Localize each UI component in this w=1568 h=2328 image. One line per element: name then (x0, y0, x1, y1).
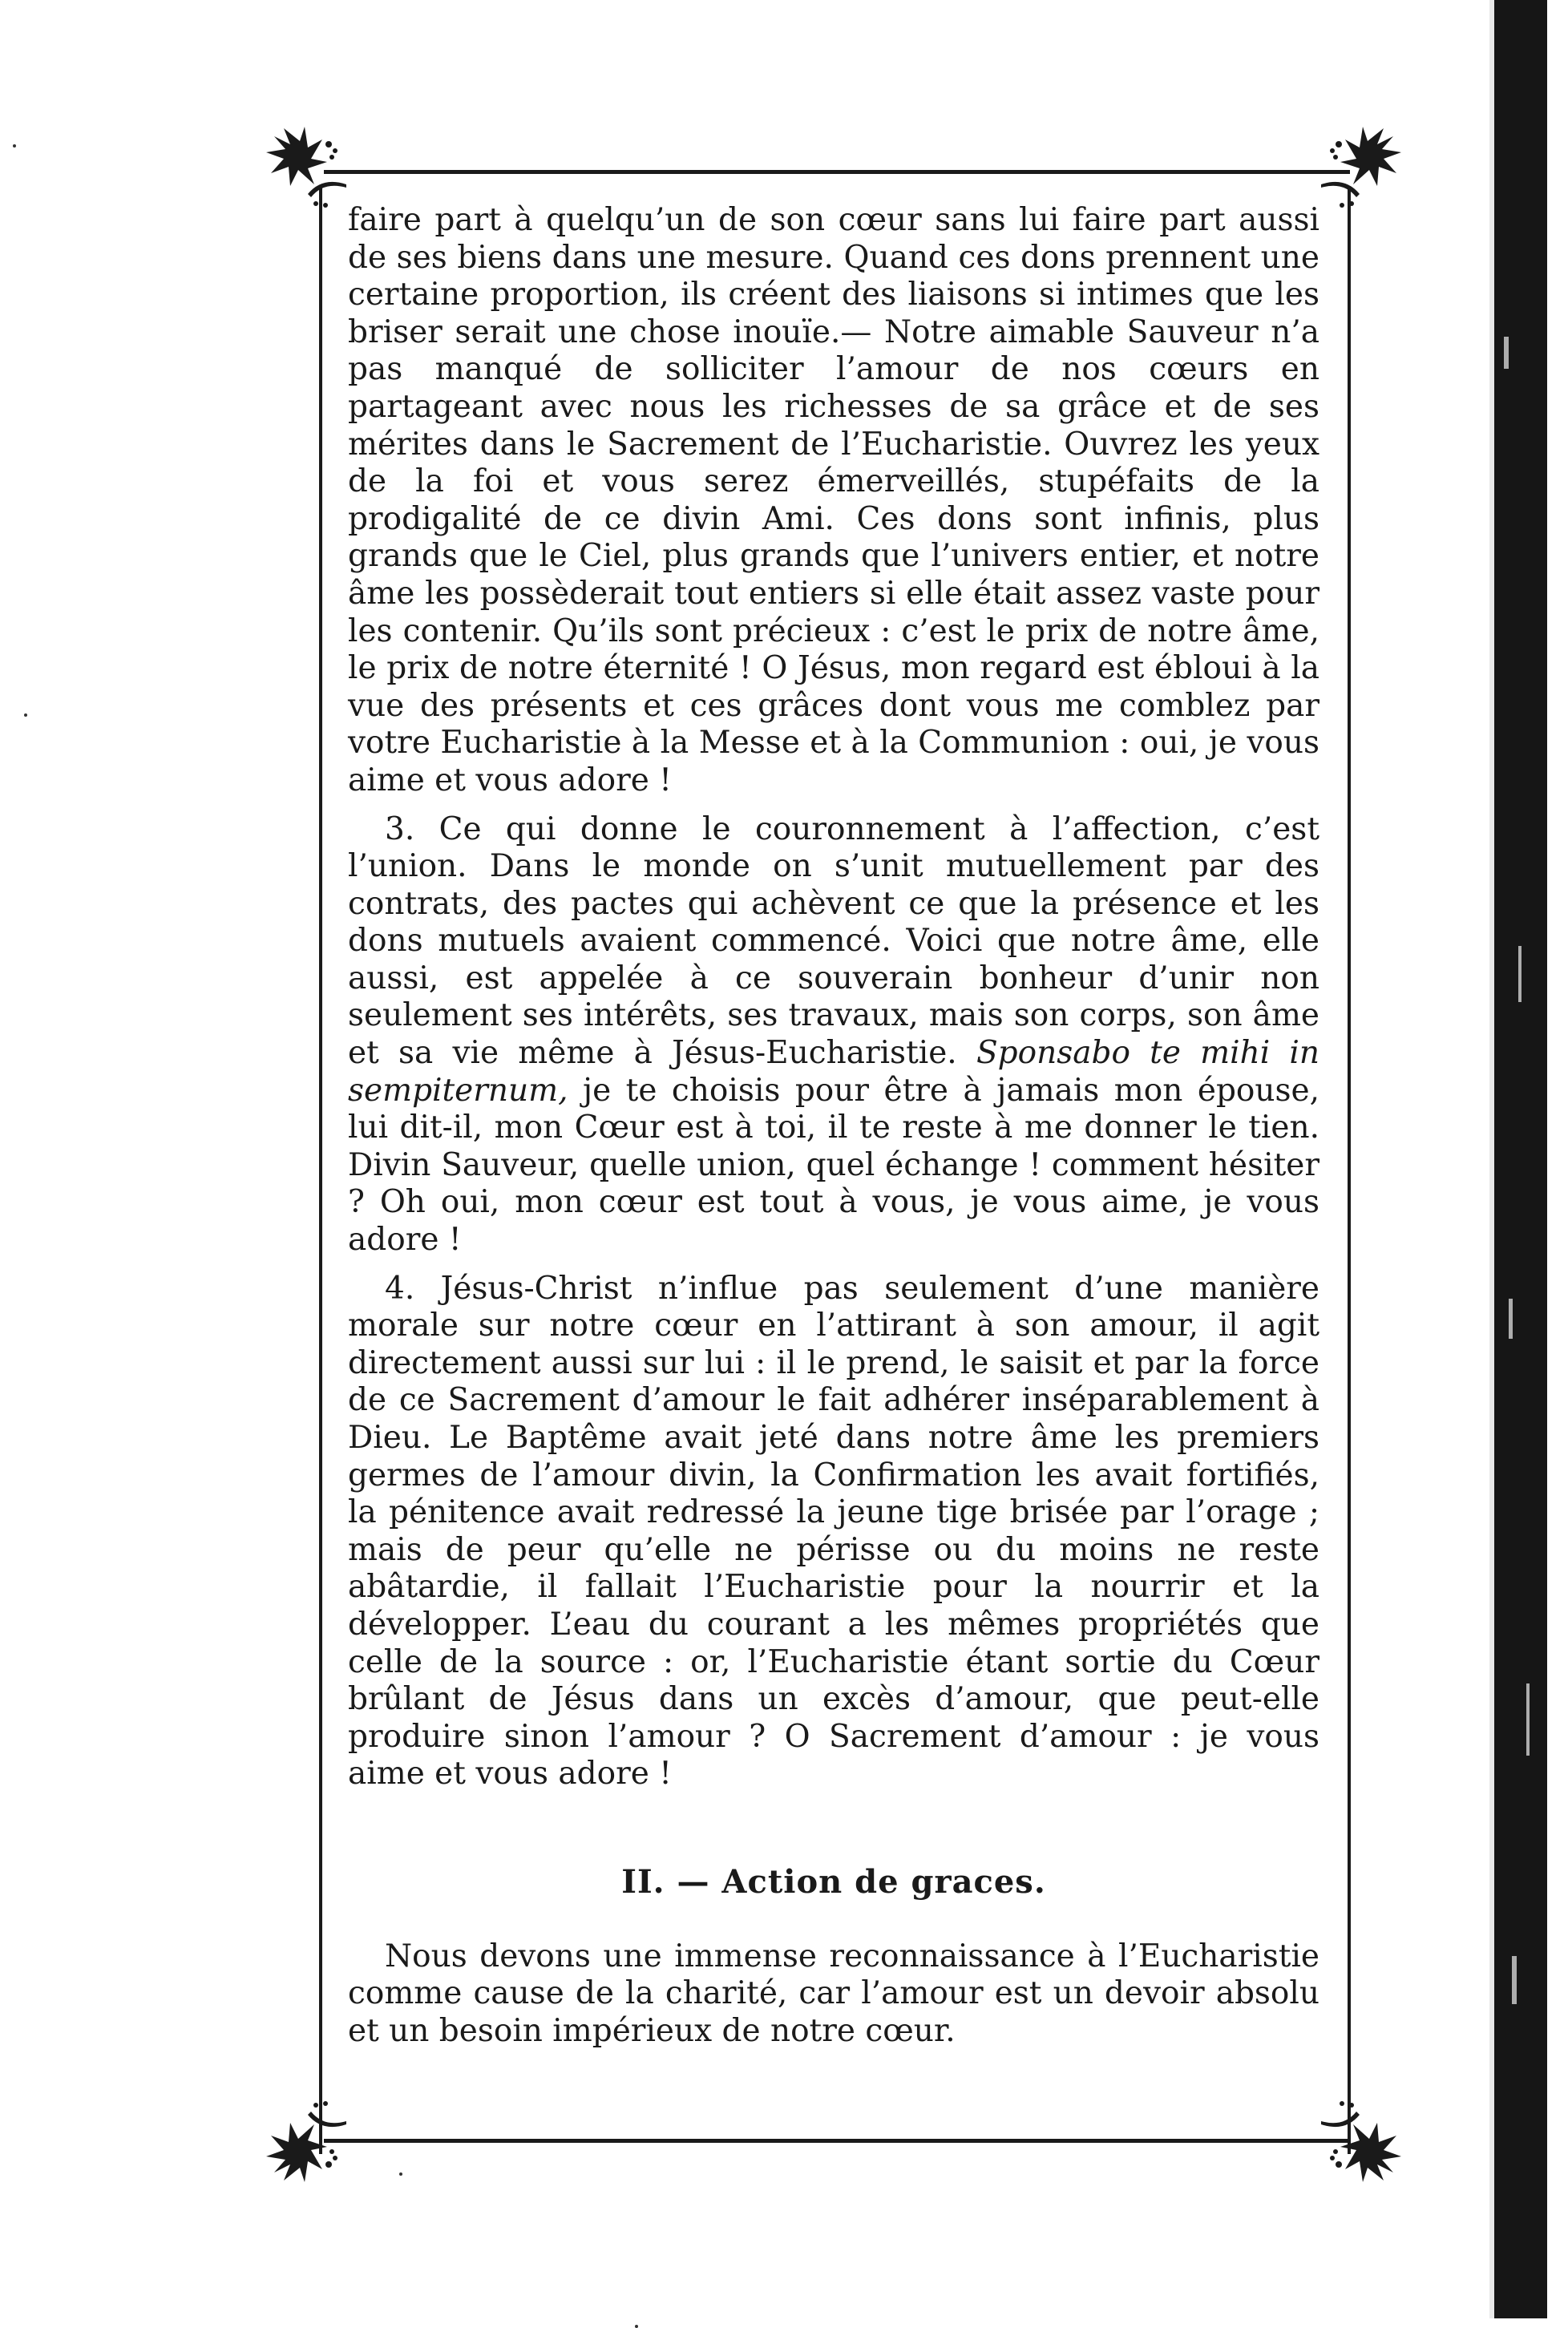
frame-top-rule (324, 170, 1350, 174)
scan-speck (13, 144, 16, 148)
spine-speck (1512, 1956, 1517, 2004)
paragraph-3-text: 3. Ce qui donne le couronnement à l’affection, c’est l’union. Dans le monde on s’unit mutuellement par des contrats, des pactes qui achèvent ce que la présence et les dons mutuels avaient commencé. Voici que notre âme, elle aussi, est appelée à ce souverain bonheur d’unir non seulement ses intérêts, ses travaux, mais son corps, son âme et sa vie même à Jésus-Eucharistie. (348, 810, 1319, 1072)
latin-quote: Sponsabo te mihi in sempiternum, (348, 1035, 1319, 1109)
spine-speck (1509, 1299, 1513, 1339)
page-text-block (348, 202, 1319, 2050)
vine-leaf-ornament-icon (258, 120, 362, 216)
paragraph-3-continuation: je te choisis pour être à jamais mon épouse, lui dit-il, mon Cœur est à toi, il te reste à me donner le tien. Divin Sauveur, quelle union, quel échange ! comment hésiter ? Oh oui, mon cœur est tout à vous, je vous aime, je vous adore ! (348, 1072, 1319, 1259)
scan-speck (399, 2172, 402, 2176)
spine-speck (1526, 1683, 1530, 1756)
vine-leaf-ornament-icon (1305, 2092, 1409, 2189)
frame-bottom-rule (324, 2139, 1350, 2143)
section-heading: II. — Action de graces. (621, 1862, 1046, 1901)
paragraph-continuation: faire part à quelqu’un de son cœur sans lui faire part aussi de ses biens dans une mesure. Quand ces dons prennent une certaine proportion, ils créent des liaisons si intimes que les briser serait une chose inouïe.— Notre aimable Sauveur n’a pas manqué de solliciter l’amour de nos cœurs en partageant avec nous les richesses de sa grâce et de ses mérites dans le Sacrement de l’Eucharistie. Ouvrez les yeux de la foi et vous serez émerveillés, stupéfaits de la prodigalité de ce divin Ami. Ces dons sont infinis, plus grands que le Ciel, plus grands que l’univers entier, et notre âme les possèderait tout entiers si elle était assez vaste pour les contenir. Qu’ils sont précieux : c’est le prix de notre âme, le prix de notre éternité ! O Jésus, mon regard est ébloui à la vue des présents et ces grâces dont vous me comblez par votre Eucharistie à la Messe et à la Communion : oui, je vous aime et vous adore ! (348, 202, 1319, 798)
paragraph-4: 4. Jésus-Christ n’influe pas seulement d’une manière morale sur notre cœur en l’attirant à son amour, il agit directement aussi sur lui : il le prend, le saisit et par la force de ce Sacrement d’amour le fait adhérer inséparablement à Dieu. Le Baptême avait jeté dans notre âme les premiers germes de l’amour divin, la Confirmation les avait fortifiés, la pénitence avait redressé la jeune tige brisée par l’orage ; mais de peur qu’elle ne périsse ou du moins ne reste abâtardie, il fallait l’Eucharistie pour la nourrir et la développer. L’eau du courant a les mêmes propriétés que celle de la source : or, l’Eucharistie étant sortie du Cœur brûlant de Jésus dans un excès d’amour, que peut-elle produire sinon l’amour ? O Sacrement d’amour : je vous aime et vous adore ! (348, 1270, 1319, 1792)
paragraph-3 (348, 811, 1319, 1259)
frame-right-rule (1348, 186, 1351, 2154)
scan-speck (24, 713, 27, 717)
frame-left-rule (319, 186, 322, 2154)
vine-leaf-ornament-icon (258, 2092, 362, 2189)
vine-leaf-ornament-icon (1305, 120, 1409, 216)
page-spine (1494, 0, 1547, 2318)
spine-speck (1504, 337, 1509, 369)
spine-speck (1518, 946, 1522, 1002)
paragraph-action-de-graces: Nous devons une immense reconnaissance à l’Eucharistie comme cause de la charité, car l’amour est un devoir absolu et un besoin impérieux de notre cœur. (348, 1938, 1319, 2049)
scan-speck (635, 2325, 638, 2328)
